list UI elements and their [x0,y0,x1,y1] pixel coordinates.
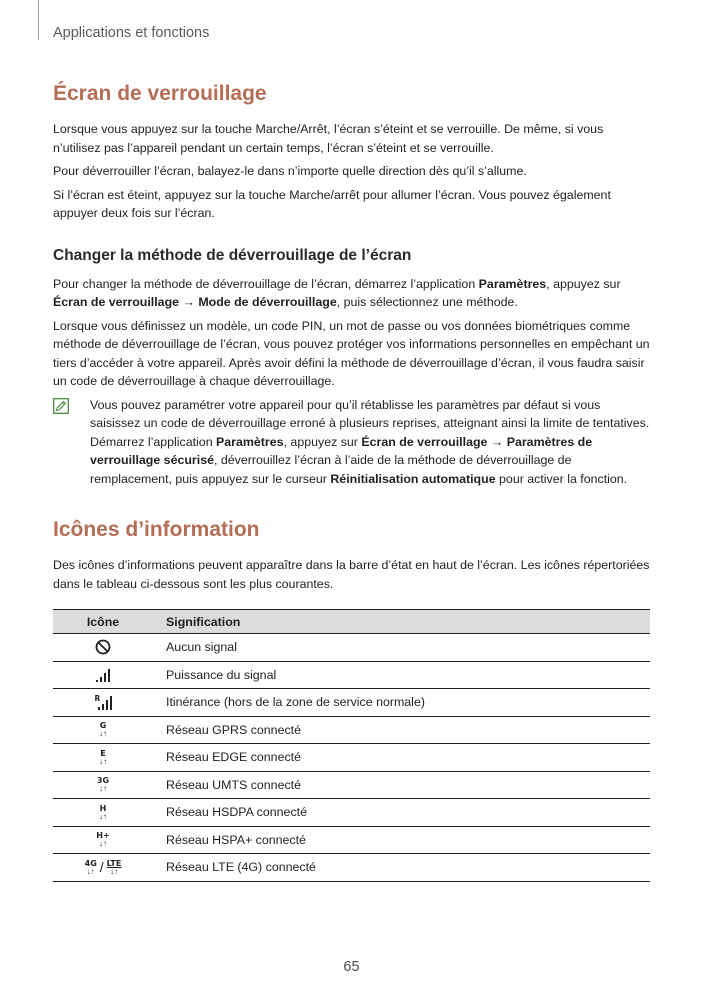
table-row [53,634,650,662]
signal-strength-icon [95,667,111,683]
4g-icon: 4G ↓↑ [84,858,97,876]
page-header-title: Applications et fonctions [53,25,210,41]
section-title-info-icons: Icônes d’information [53,518,260,541]
note-pencil-icon [53,398,69,414]
paragraph: Si l’écran est éteint, appuyez sur la touche Marche/arrêt pour allumer l’écran. Vous pouvez également appuyer deux fois sur l’écran. [53,187,611,220]
table-row [53,744,650,772]
table-header-row [53,610,650,634]
no-signal-icon [95,639,111,655]
paragraph: Lorsque vous définissez un modèle, un code PIN, un mot de passe ou vos données biométriques comme méthode de déverrouillage de l’écran, vous pouvez protéger vos informations personnelles en empêchant un tiers d’accéder à votre appareil. Après avoir défini la méthode de déverrouillage d’écran, il vous faudra saisir un code de déverrouillage à chaque déverrouillage. [53,318,650,388]
table-row [53,799,650,827]
table-row [53,689,650,717]
umts-icon: 3G ↓↑ [96,776,110,794]
table-cell-meaning: Réseau GPRS connecté [166,722,301,737]
section-title-lock-screen: Écran de verrouillage [53,82,267,105]
roaming-icon: R [95,694,112,711]
paragraph: Pour changer la méthode de déverrouillage de l’écran, démarrez l’application Paramètres, appuyez sur Écran de verrouillage → Mode de déverrouillage, puis sélectionnez une méthode. [53,276,621,309]
table-row [53,661,650,689]
subsection-title-unlock-method: Changer la méthode de déverrouillage de l’écran [53,246,412,264]
paragraph: Lorsque vous appuyez sur la touche Marche/Arrêt, l’écran s’éteint et se verrouille. De même, si vous n’utilisez pas l’appareil pendant un certain temps, l’écran s’éteint et se verrouille. [53,122,604,155]
table-cell-meaning: Réseau EDGE connecté [166,750,301,765]
icons-table [53,609,650,882]
table-cell-meaning: Puissance du signal [166,667,277,682]
paragraph: Des icônes d’informations peuvent apparaître dans la barre d’état en haut de l’écran. Les icônes répertoriées dans le tableau ci-dessous sont les plus courantes. [53,558,650,591]
table-cell-meaning: Réseau HSPA+ connecté [166,832,306,847]
hsdpa-icon: H ↓↑ [99,803,107,821]
table-header-icon: Icône [53,610,153,634]
section-info-icons [53,516,650,882]
lte-icon: LTE ↓↑ [106,858,122,876]
note-text: Vous pouvez paramétrer votre appareil pour qu’il rétablisse les paramètres par défaut si vous saisissez un code de déverrouillage erroné à plusieurs reprises, atteignant ainsi la limite de tentatives. Démarrez l’application Paramètres, appuyez sur Écran de verrouillage → Paramètres de verrouillage sécurisé, déverrouillez l’écran à l’aide de la méthode de déverrouillage de remplacement, puis appuyez sur le curseur Réinitialisation automatique pour activer la fonction. [90,397,650,486]
icon-separator: / [99,859,104,876]
paragraph: Pour déverrouiller l’écran, balayez-le dans n’importe quelle direction dès qu’il s’allume. [53,164,527,178]
hspa-plus-icon: H+ ↓↑ [96,831,110,849]
page-number: 65 [343,959,360,975]
table-row [53,716,650,744]
edge-icon: E ↓↑ [99,748,107,766]
page-content [53,80,650,882]
note-block [53,396,650,489]
table-row [53,771,650,799]
header-rule [38,0,39,40]
table-cell-meaning: Aucun signal [166,640,237,655]
table-cell-meaning: Itinérance (hors de la zone de service normale) [166,695,425,710]
gprs-icon: G ↓↑ [99,721,107,739]
table-row [53,826,650,854]
table-row [53,854,650,882]
table-header-meaning: Signification [153,610,650,634]
table-cell-meaning: Réseau HSDPA connecté [166,805,307,820]
table-cell-meaning: Réseau UMTS connecté [166,777,301,792]
table-cell-meaning: Réseau LTE (4G) connecté [166,860,316,875]
